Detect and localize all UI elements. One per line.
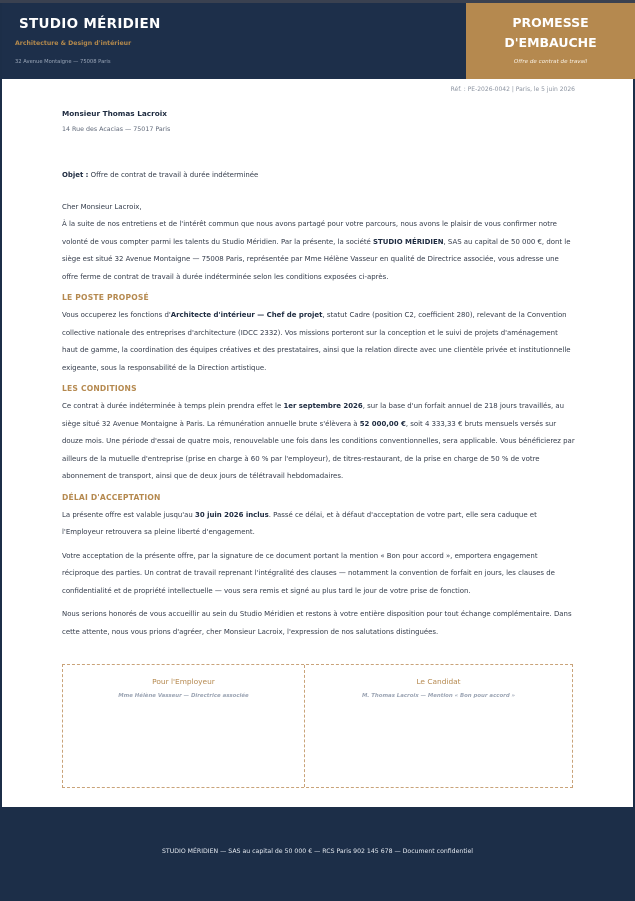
object-label: Objet : xyxy=(62,171,89,179)
conditions-start-date: 1er septembre 2026 xyxy=(283,402,363,410)
intro-text-2: , SAS au capital de 50 000 €, dont le siège est situé 32 Avenue Montaigne — 75008 Paris, représentée par Mme Hélène Vasseur en qualité de Directrice associée, vous adresse une offre ferme de contrat de travail à durée indéterminée selon les conditions exposées ci-après. xyxy=(62,237,571,281)
section-heading-poste: LE POSTE PROPOSÉ xyxy=(62,293,149,302)
company-tagline: Architecture & Design d'intérieur xyxy=(15,40,132,47)
company-name: STUDIO MÉRIDIEN xyxy=(19,16,161,32)
recipient-address: 14 Rue des Acacias — 75017 Paris xyxy=(62,126,171,133)
section-heading-conditions: LES CONDITIONS xyxy=(62,384,137,393)
employer-signatory-name: Mme Hélène Vasseur — Directrice associée xyxy=(118,693,249,699)
employer-signature-box[interactable] xyxy=(63,665,304,787)
conditions-paragraph xyxy=(62,398,575,486)
poste-paragraph xyxy=(62,307,575,377)
object-text: Offre de contrat de travail à durée indéterminée xyxy=(88,171,259,179)
signature-block xyxy=(62,664,573,788)
conditions-salary: 52 000,00 € xyxy=(359,419,406,428)
header-branding xyxy=(2,3,466,79)
document-subtitle: Offre de contrat de travail xyxy=(513,59,588,65)
conditions-text-3: , soit 4 333,33 € bruts mensuels versés sur douze mois. Une période d'essai de quatre mois, renouvelable une fois dans les conditions conventionnelles, sera applicable. Vous bénéficierez par ailleurs de la mutuelle d'entreprise (prise en charge à 60 % par l'employeur), de titres-restaurant, de la prise en charge de 50 % de votre abonnement de transport, ainsi que de deux jours de télétravail hebdomadaires. xyxy=(62,419,575,480)
intro-company-name: STUDIO MÉRIDIEN xyxy=(373,237,444,246)
reference-and-date: Réf. : PE-2026-0042 | Paris, le 5 juin 2026 xyxy=(450,86,575,93)
candidate-signatory-name: M. Thomas Lacroix — Mention « Bon pour accord » xyxy=(361,693,516,699)
page-footer: STUDIO MÉRIDIEN — SAS au capital de 50 000 € — RCS Paris 902 145 678 — Document confidentiel xyxy=(162,848,473,855)
section-heading-delai: DÉLAI D'ACCEPTATION xyxy=(62,492,161,502)
company-address: 32 Avenue Montaigne — 75008 Paris xyxy=(15,59,111,65)
employer-signature-title: Pour l'Employeur xyxy=(152,677,215,686)
intro-paragraph xyxy=(62,216,575,286)
conditions-text-1: Ce contrat à durée indéterminée à temps plein prendra effet le xyxy=(62,402,284,410)
letter-page xyxy=(2,79,633,807)
poste-job-title: Architecte d'intérieur — Chef de projet xyxy=(170,311,323,319)
candidate-signature-title: Le Candidat xyxy=(416,677,461,686)
salutation: Cher Monsieur Lacroix, xyxy=(62,202,142,211)
document-title xyxy=(466,13,635,53)
delai-text-2: . Passé ce délai, et à défaut d'acceptation de votre part, elle sera caduque et l'Employeur retrouvera sa pleine liberté d'engagement. xyxy=(62,510,537,536)
intro-text-1: À la suite de nos entretiens et de l'intérêt commun que nous avons partagé pour votre parcours, nous avons le plaisir de vous confirmer notre volonté de vous compter parmi les talents du Studio Méridien. Par la présente, la société xyxy=(62,220,557,246)
delai-text-1: La présente offre est valable jusqu'au xyxy=(62,510,196,519)
document-title-line-2: D'EMBAUCHE xyxy=(504,35,597,50)
delai-deadline: 30 juin 2026 inclus xyxy=(195,510,269,519)
document-title-block xyxy=(466,3,635,79)
document-title-line-1: PROMESSE xyxy=(512,15,589,30)
delai-paragraph xyxy=(62,507,575,542)
poste-text-2: , statut Cadre (position C2, coefficient 280), relevant de la Convention collective nationale des entreprises d'architecture (IDCC 2332). Vos missions porteront sur la conception et le suivi de projets d'aménagement haut de gamme, la coordination des équipes créatives et des prestataires, ainsi que la relation directe avec une clientèle privée et institutionnelle exigeante, sous la responsabilité de la Direction artistique. xyxy=(62,311,571,372)
poste-text-1: Vous occuperez les fonctions d' xyxy=(62,311,171,319)
candidate-signature-box[interactable] xyxy=(305,665,572,787)
recipient-name: Monsieur Thomas Lacroix xyxy=(62,109,167,118)
letter-body xyxy=(62,167,575,641)
closing-paragraph: Nous serions honorés de vous accueillir au sein du Studio Méridien et restons à votre entière disposition pour tout échange complémentaire. Dans cette attente, nous vous prions d'agréer, cher Monsieur Lacroix, l'expression de nos salutations distinguées. xyxy=(62,610,572,636)
object-line xyxy=(62,167,575,185)
conditions-text-2: , sur la base d'un forfait annuel de 218 jours travaillés, au siège situé 32 Avenue Montaigne à Paris. La rémunération annuelle brute s'élèvera à xyxy=(62,402,565,428)
acceptance-paragraph: Votre acceptation de la présente offre, par la signature de ce document portant la mention « Bon pour accord », emportera engagement réciproque des parties. Un contrat de travail reprenant l'intégralité des clauses — notamment la convention de forfait en jours, les clauses de confidentialité et de propriété intellectuelle — vous sera remis et signé au plus tard le jour de votre prise de fonction. xyxy=(62,551,555,595)
